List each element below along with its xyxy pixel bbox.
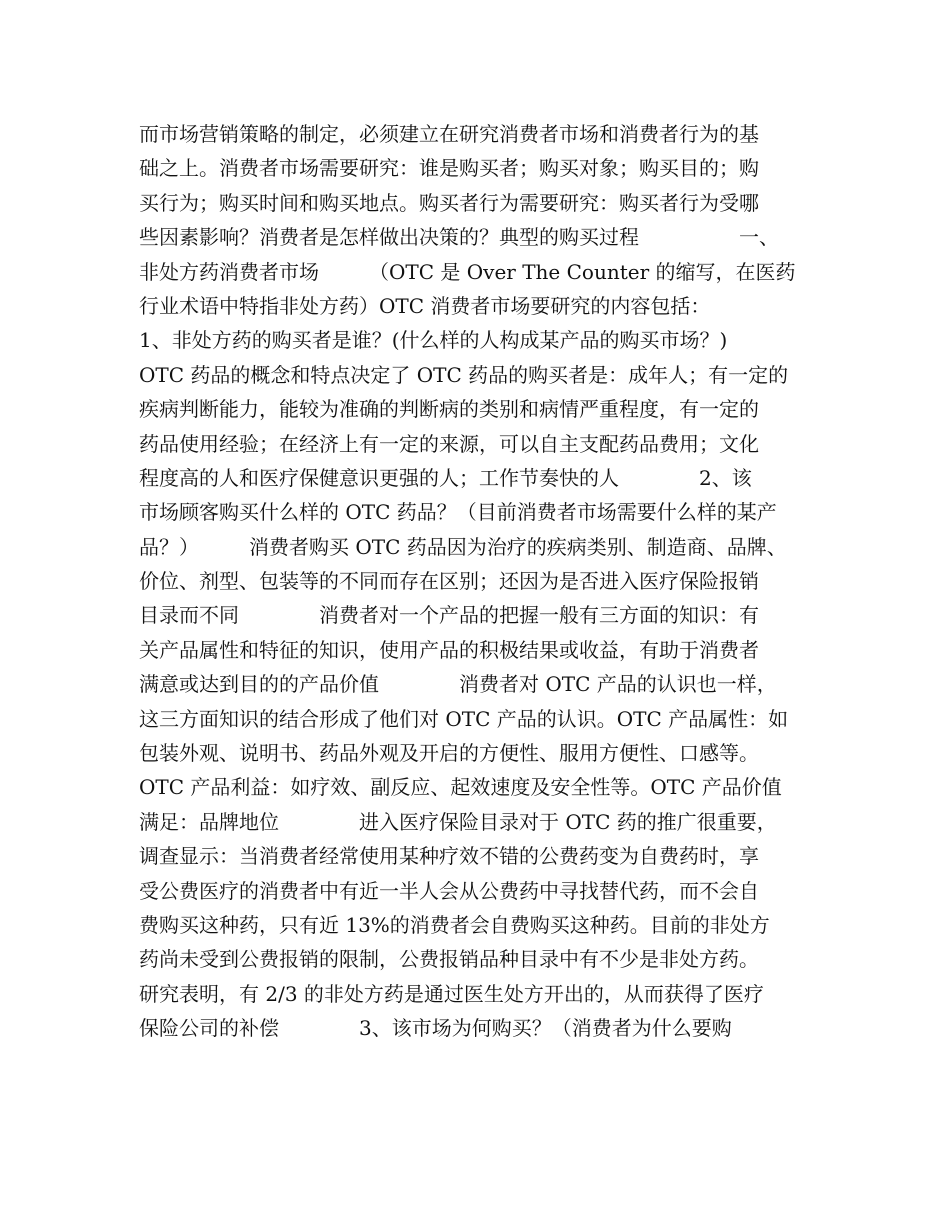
text-line: OTC 药品的概念和特点决定了 OTC 药品的购买者是：成年人；有一定的: [139, 362, 789, 387]
text-line: 础之上。消费者市场需要研究：谁是购买者；购买对象；购买目的；购: [139, 156, 759, 181]
text-line: 调查显示：当消费者经常使用某种疗效不错的公费药变为自费药时，享: [139, 844, 759, 869]
body-text: [139, 117, 839, 1046]
text-line: 满意或达到目的的产品价值 消费者对 OTC 产品的认识也一样，: [139, 672, 777, 697]
text-line: 些因素影响？消费者是怎样做出决策的？典型的购买过程 一、: [139, 225, 779, 250]
text-line: 目录而不同 消费者对一个产品的把握一般有三方面的知识：有: [139, 603, 759, 628]
text-line: 研究表明，有 2/3 的非处方药是通过医生处方开出的，从而获得了医疗: [139, 981, 764, 1006]
text-line: 1、非处方药的购买者是谁？(什么样的人构成某产品的购买市场？): [139, 328, 728, 353]
text-line: 药尚未受到公费报销的限制，公费报销品种目录中有不少是非处方药。: [139, 947, 759, 972]
text-line: 费购买这种药，只有近 13%的消费者会自费购买这种药。目前的非处方: [139, 912, 770, 937]
text-line: 包装外观、说明书、药品外观及开启的方便性、服用方便性、口感等。: [139, 741, 759, 766]
text-line: 行业术语中特指非处方药）OTC 消费者市场要研究的内容包括：: [139, 293, 711, 318]
text-line: 这三方面知识的结合形成了他们对 OTC 产品的认识。OTC 产品属性：如: [139, 706, 789, 731]
text-line: 而市场营销策略的制定，必须建立在研究消费者市场和消费者行为的基: [139, 122, 759, 146]
text-line: 价位、剂型、包装等的不同而存在区别；还因为是否进入医疗保险报销: [139, 569, 759, 594]
text-line: 疾病判断能力，能较为准确的判断病的类别和病情严重程度，有一定的: [139, 397, 759, 422]
text-line: OTC 产品利益：如疗效、副反应、起效速度及安全性等。OTC 产品价值: [139, 775, 782, 800]
text-line: 程度高的人和医疗保健意识更强的人；工作节奏快的人 2、该: [139, 465, 752, 490]
text-line: 药品使用经验；在经济上有一定的来源，可以自主支配药品费用；文化: [139, 431, 759, 456]
text-line: 关产品属性和特征的知识，使用产品的积极结果或收益，有助于消费者: [139, 637, 759, 662]
text-line: 买行为；购买时间和购买地点。购买者行为需要研究：购买者行为受哪: [139, 190, 759, 215]
text-line: 保险公司的补偿 3、该市场为何购买？（消费者为什么要购: [139, 1016, 732, 1041]
text-line: 市场顾客购买什么样的 OTC 药品？（目前消费者市场需要什么样的某产: [139, 500, 777, 525]
text-line: 受公费医疗的消费者中有近一半人会从公费药中寻找替代药，而不会自: [139, 878, 759, 903]
text-line: 品？） 消费者购买 OTC 药品因为治疗的疾病类别、制造商、品牌、: [139, 534, 787, 559]
text-line: 非处方药消费者市场 （OTC 是 Over The Counter 的缩写，在医药: [139, 259, 796, 284]
text-line: 满足：品牌地位 进入医疗保险目录对于 OTC 药的推广很重要，: [139, 809, 777, 834]
